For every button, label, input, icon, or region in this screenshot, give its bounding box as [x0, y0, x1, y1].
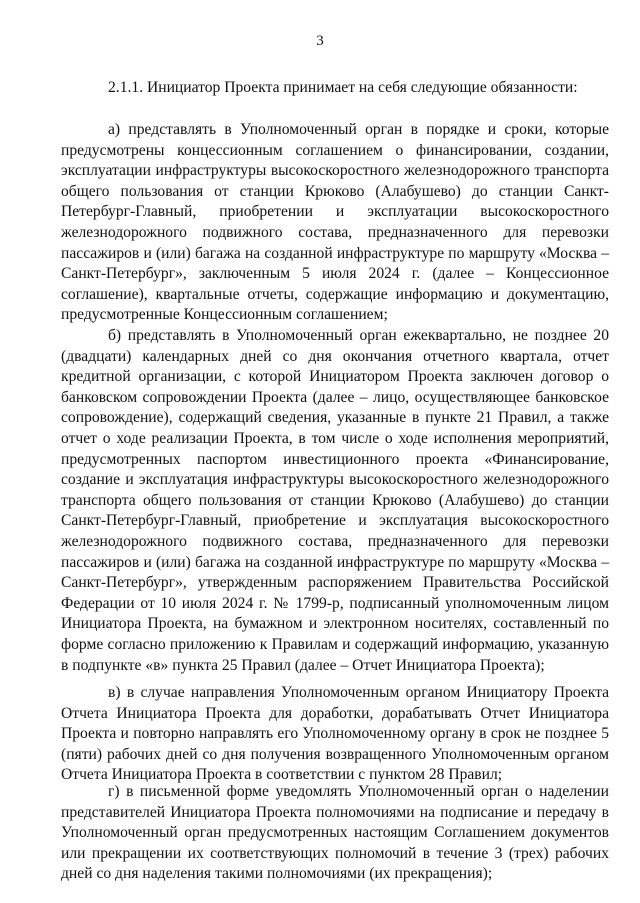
- page-number: 3: [316, 33, 324, 49]
- paragraph-b: б) представлять в Уполномоченный орган ежеквартально, не позднее 20 (двадцати) календарных дней со дня окончания отчетного квартала, отчет кредитной организации, с которой Инициатором Проекта заключен договор о банковском сопровождении Проекта (далее – лицо, осуществляющее банковское сопровождение), содержащий сведения, указанные в пункте 21 Правил, а также отчет о ходе реализации Проекта, в том числе о ходе исполнения мероприятий, предусмотренных паспортом инвестиционного проекта «Финансирование, создание и эксплуатация инфраструктуры высокоскоростного железнодорожного транспорта общего пользования от станции Крюково (Алабушево) до станции Санкт-Петербург-Главный, приобретение и эксплуатация высокоскоростного железнодорожного подвижного состава, предназначенного для перевозки пассажиров и (или) багажа на созданной инфраструктуре по маршруту «Москва – Санкт-Петербург», утвержденным распоряжением Правительства Российской Федерации от 10 июля 2024 г. № 1799-р, подписанный уполномоченным лицом Инициатора Проекта, на бумажном и электронном носителях, составленный по форме согласно приложению к Правилам и содержащий информацию, указанную в подпункте «в» пункта 25 Правил (далее – Отчет Инициатора Проекта);: [61, 327, 609, 674]
- paragraph-v: в) в случае направления Уполномоченным органом Инициатору Проекта Отчета Инициатора Проекта для доработки, дорабатывать Отчет Инициатора Проекта и повторно направлять его Уполномоченному органу в срок не позднее 5 (пяти) рабочих дней со дня получения возвращенного Уполномоченным органом Отчета Инициатора Проекта в соответствии с пунктом 28 Правил;: [61, 684, 609, 784]
- paragraph-g: г) в письменной форме уведомлять Уполномоченный орган о наделении представителей Инициатора Проекта полномочиями на подписание и передачу в Уполномоченный орган предусмотренных настоящим Соглашением документов или прекращении их соответствующих полномочий в течение 3 (трех) рабочих дней со дня наделения такими полномочиями (их прекращения);: [61, 783, 609, 883]
- section-heading: 2.1.1. Инициатор Проекта принимает на себя следующие обязанности:: [108, 79, 578, 96]
- paragraph-a: а) представлять в Уполномоченный орган в порядке и сроки, которые предусмотрены концессионным соглашением о финансировании, создании, эксплуатации инфраструктуры высокоскоростного железнодорожного транспорта общего пользования от станции Крюково (Алабушево) до станции Санкт-Петербург-Главный, приобретении и эксплуатации высокоскоростного железнодорожного подвижного состава, предназначенного для перевозки пассажиров и (или) багажа на созданной инфраструктуре по маршруту «Москва – Санкт-Петербург», заключенным 5 июля 2024 г. (далее – Концессионное соглашение), квартальные отчеты, содержащие информацию и документацию, предусмотренные Концессионным соглашением;: [61, 121, 609, 324]
